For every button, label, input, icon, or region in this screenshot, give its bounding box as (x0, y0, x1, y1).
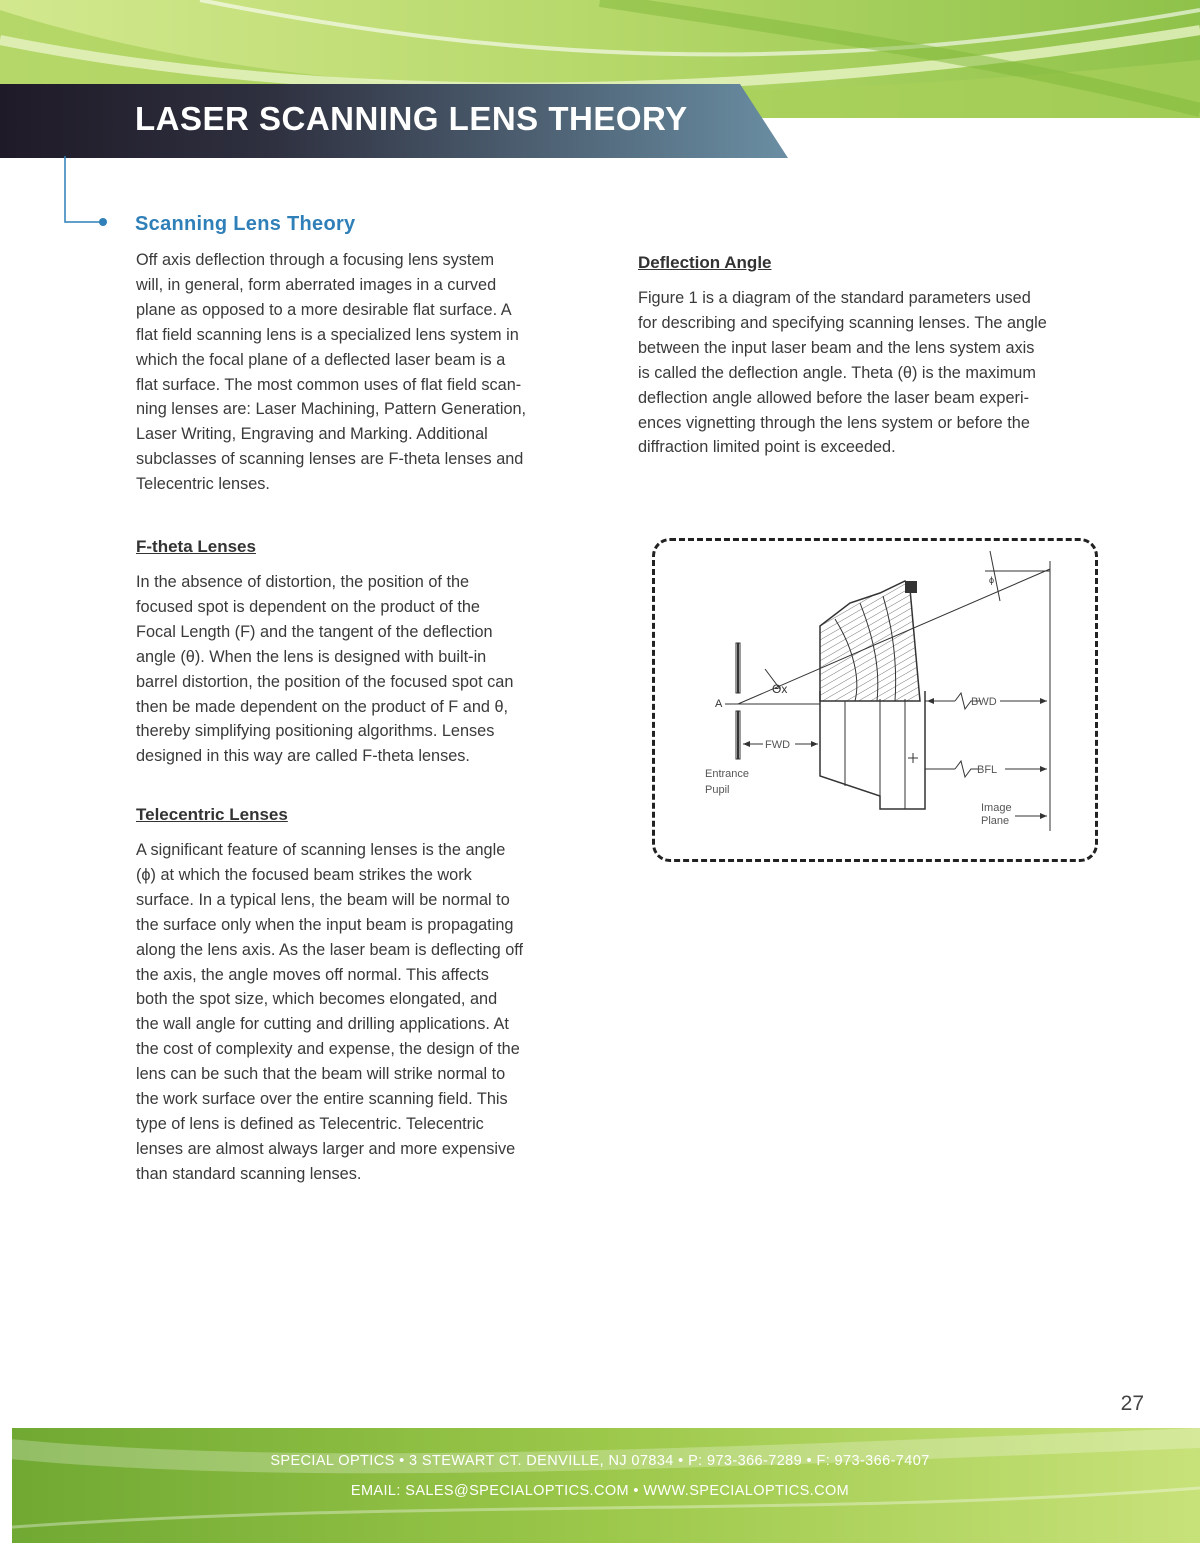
text-line: (ϕ) at which the focused beam strikes the work (136, 865, 472, 884)
text-line: than standard scanning lenses. (136, 1164, 362, 1183)
ftheta-heading: F-theta Lenses (136, 537, 256, 556)
telecentric-heading: Telecentric Lenses (136, 805, 288, 824)
label-image-plane-line2: Plane (981, 815, 1010, 827)
lens-diagram (655, 541, 1095, 859)
ftheta-paragraph (136, 570, 584, 769)
text-line: surface. In a typical lens, the beam will be normal to (136, 890, 510, 909)
footer-web-line: EMAIL: SALES@SPECIALOPTICS.COM • WWW.SPECIALOPTICS.COM (350, 1483, 850, 1499)
deflection-heading: Deflection Angle (638, 253, 772, 272)
lens-housing (820, 691, 925, 809)
intro-paragraph (136, 248, 584, 497)
label-theta: Θx (772, 682, 788, 696)
text-line: focused spot is dependent on the product of the (136, 597, 480, 616)
page-number: 27 (1120, 1392, 1144, 1415)
label-fwd: FWD (765, 739, 791, 751)
label-a: A (715, 698, 723, 710)
section-connector (64, 156, 108, 228)
text-line: subclasses of scanning lenses are F-theta lenses and (136, 450, 524, 469)
lens-diagram-figure (652, 538, 1098, 862)
text-line: flat surface. The most common uses of flat field scan- (136, 375, 522, 394)
text-line: In the absence of distortion, the position of the (136, 573, 470, 591)
text-line: the work surface over the entire scanning field. This (136, 1090, 508, 1109)
text-line: Focal Length (F) and the tangent of the deflection (136, 622, 493, 641)
lens-retainer (905, 581, 917, 593)
label-phi: ϕ (989, 575, 995, 585)
text-line: ning lenses are: Laser Machining, Pattern Generation, (136, 400, 527, 419)
text-line: diffraction limited point is exceeded. (638, 438, 896, 457)
text-line: which the focal plane of a deflected laser beam is a (136, 350, 506, 369)
text-line: then be made dependent on the product of F and θ, (136, 697, 509, 716)
label-entrance-pupil-line2: Pupil (705, 784, 730, 796)
label-bfl: BFL (977, 764, 998, 776)
text-line: Laser Writing, Engraving and Marking. Additional (136, 425, 488, 444)
text-line: between the input laser beam and the lens system axis (638, 338, 1035, 357)
text-line: will, in general, form aberrated images in a curved (136, 275, 497, 294)
text-line: barrel distortion, the position of the focused spot can (136, 672, 514, 691)
lens-elements (820, 581, 920, 701)
text-line: both the spot size, which becomes elongated, and (136, 990, 498, 1009)
footer-contact-line: SPECIAL OPTICS • 3 STEWART CT. DENVILLE, NJ 07834 • P: 973-366-7289 • F: 973-366-7407 (270, 1453, 930, 1469)
text-line: deflection angle allowed before the laser beam experi- (638, 388, 1029, 407)
label-bwd: BWD (971, 696, 997, 708)
page-title: LASER SCANNING LENS THEORY (135, 100, 688, 137)
deflection-paragraph (638, 286, 1110, 460)
text-line: the axis, the angle moves off normal. This affects (136, 965, 489, 984)
text-line: ences vignetting through the lens system or before the (638, 413, 1030, 432)
text-line: thereby simplifying positioning algorithms. Lenses (136, 722, 495, 741)
text-line: for describing and specifying scanning lenses. The angle (638, 313, 1047, 332)
text-line: angle (θ). When the lens is designed with built-in (136, 647, 487, 666)
text-line: is called the deflection angle. Theta (θ) is the maximum (638, 363, 1036, 382)
text-line: Off axis deflection through a focusing lens system (136, 251, 495, 269)
text-line: lenses are almost always larger and more expensive (136, 1139, 516, 1158)
text-line: A significant feature of scanning lenses is the angle (136, 841, 506, 859)
text-line: plane as opposed to a more desirable flat surface. A (136, 300, 512, 319)
label-image-plane-line1: Image (981, 802, 1012, 814)
section-heading: Scanning Lens Theory (135, 213, 356, 235)
text-line: the wall angle for cutting and drilling applications. At (136, 1015, 509, 1034)
text-line: type of lens is defined as Telecentric. Telecentric (136, 1114, 484, 1133)
text-line: the surface only when the input beam is propagating (136, 915, 514, 934)
text-line: lens can be such that the beam will strike normal to (136, 1065, 506, 1084)
text-line: Telecentric lenses. (136, 475, 270, 494)
telecentric-paragraph (136, 838, 584, 1187)
text-line: along the lens axis. As the laser beam is deflecting off (136, 940, 524, 959)
label-entrance-pupil-line1: Entrance (705, 768, 750, 780)
text-line: the cost of complexity and expense, the design of the (136, 1040, 520, 1059)
text-line: Figure 1 is a diagram of the standard parameters used (638, 289, 1031, 307)
text-line: designed in this way are called F-theta lenses. (136, 747, 470, 766)
text-line: flat field scanning lens is a specialized lens system in (136, 325, 519, 344)
